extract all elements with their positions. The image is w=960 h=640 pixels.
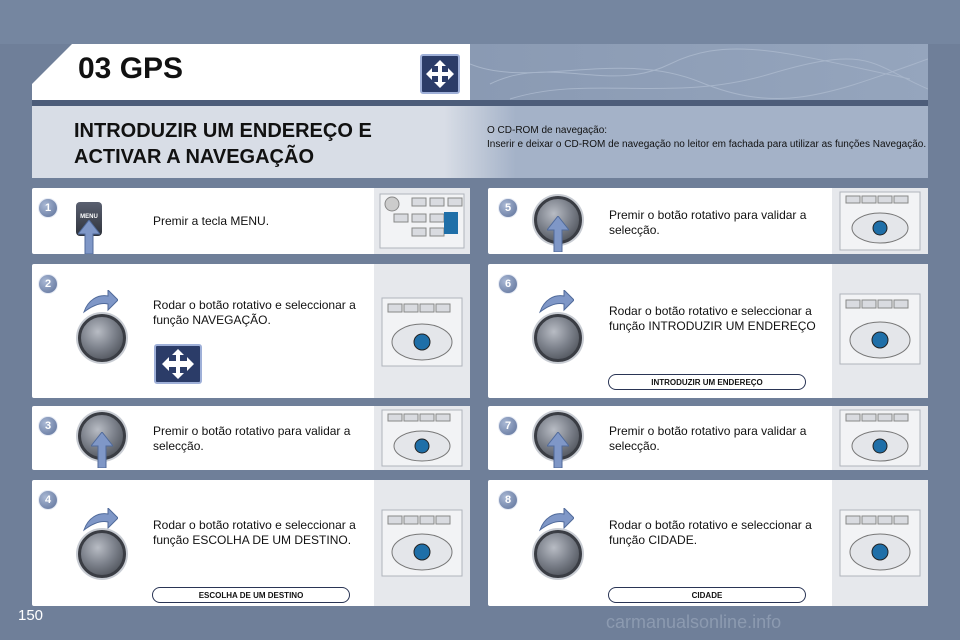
step-text-6: Rodar o botão rotativo e seleccionar a função INTRODUZIR UM ENDEREÇO bbox=[609, 304, 816, 333]
cdrom-note-title: O CD-ROM de navegação: bbox=[487, 125, 608, 136]
step-number-4: 4 bbox=[38, 490, 58, 510]
menu-label-escolha-destino: ESCOLHA DE UM DESTINO bbox=[152, 587, 350, 603]
rotate-arrow-icon bbox=[538, 508, 574, 532]
press-arrow-icon bbox=[547, 216, 569, 252]
control-panel-icon bbox=[374, 264, 470, 398]
intro-title: INTRODUZIR UM ENDEREÇO E ACTIVAR A NAVEGAÇÃO bbox=[74, 120, 372, 168]
control-panel-icon bbox=[832, 188, 928, 254]
control-panel-icon bbox=[374, 188, 470, 254]
press-arrow-icon bbox=[547, 432, 569, 468]
step-number-7: 7 bbox=[498, 416, 518, 436]
section-title: 03 GPS bbox=[78, 52, 184, 85]
cdrom-note bbox=[487, 124, 927, 152]
watermark: carmanualsonline.info bbox=[606, 612, 782, 632]
rotate-arrow-icon bbox=[82, 508, 118, 532]
step-text-3: Premir o botão rotativo para validar a selecção. bbox=[153, 424, 351, 453]
control-panel-icon bbox=[374, 480, 470, 606]
rotate-arrow-icon bbox=[538, 290, 574, 314]
press-arrow-icon bbox=[78, 220, 100, 254]
step-text-8: Rodar o botão rotativo e seleccionar a função CIDADE. bbox=[609, 518, 812, 547]
cdrom-note-body: Inserir e deixar o CD-ROM de navegação no leitor em fachada para utilizar as funções Navegação. bbox=[487, 139, 927, 150]
header-map-background bbox=[470, 44, 928, 100]
top-band bbox=[0, 0, 960, 44]
step-text-1: Premir a tecla MENU. bbox=[153, 214, 270, 228]
step-number-8: 8 bbox=[498, 490, 518, 510]
rotate-arrow-icon bbox=[82, 290, 118, 314]
menu-label-cidade: CIDADE bbox=[608, 587, 806, 603]
rotary-knob-icon bbox=[78, 314, 126, 362]
navigation-arrow-icon bbox=[420, 54, 460, 94]
step-text-2: Rodar o botão rotativo e seleccionar a função NAVEGAÇÃO. bbox=[153, 298, 356, 327]
control-panel-icon bbox=[374, 406, 470, 470]
step-text-4: Rodar o botão rotativo e seleccionar a função ESCOLHA DE UM DESTINO. bbox=[153, 518, 356, 547]
press-arrow-icon bbox=[91, 432, 113, 468]
step-number-6: 6 bbox=[498, 274, 518, 294]
step-number-3: 3 bbox=[38, 416, 58, 436]
rotary-knob-icon bbox=[534, 314, 582, 362]
page-number: 150 bbox=[18, 607, 44, 624]
rotary-knob-icon bbox=[534, 530, 582, 578]
control-panel-icon bbox=[832, 406, 928, 470]
navigation-arrow-icon bbox=[154, 344, 202, 384]
step-number-5: 5 bbox=[498, 198, 518, 218]
menu-key: MENU bbox=[76, 202, 102, 236]
menu-label-introduzir-endereco: INTRODUZIR UM ENDEREÇO bbox=[608, 374, 806, 390]
step-number-1: 1 bbox=[38, 198, 58, 218]
rotary-knob-icon bbox=[78, 530, 126, 578]
step-text-5: Premir o botão rotativo para validar a selecção. bbox=[609, 208, 807, 237]
step-text-7: Premir o botão rotativo para validar a selecção. bbox=[609, 424, 807, 453]
control-panel-icon bbox=[832, 264, 928, 398]
control-panel-icon bbox=[832, 480, 928, 606]
step-number-2: 2 bbox=[38, 274, 58, 294]
